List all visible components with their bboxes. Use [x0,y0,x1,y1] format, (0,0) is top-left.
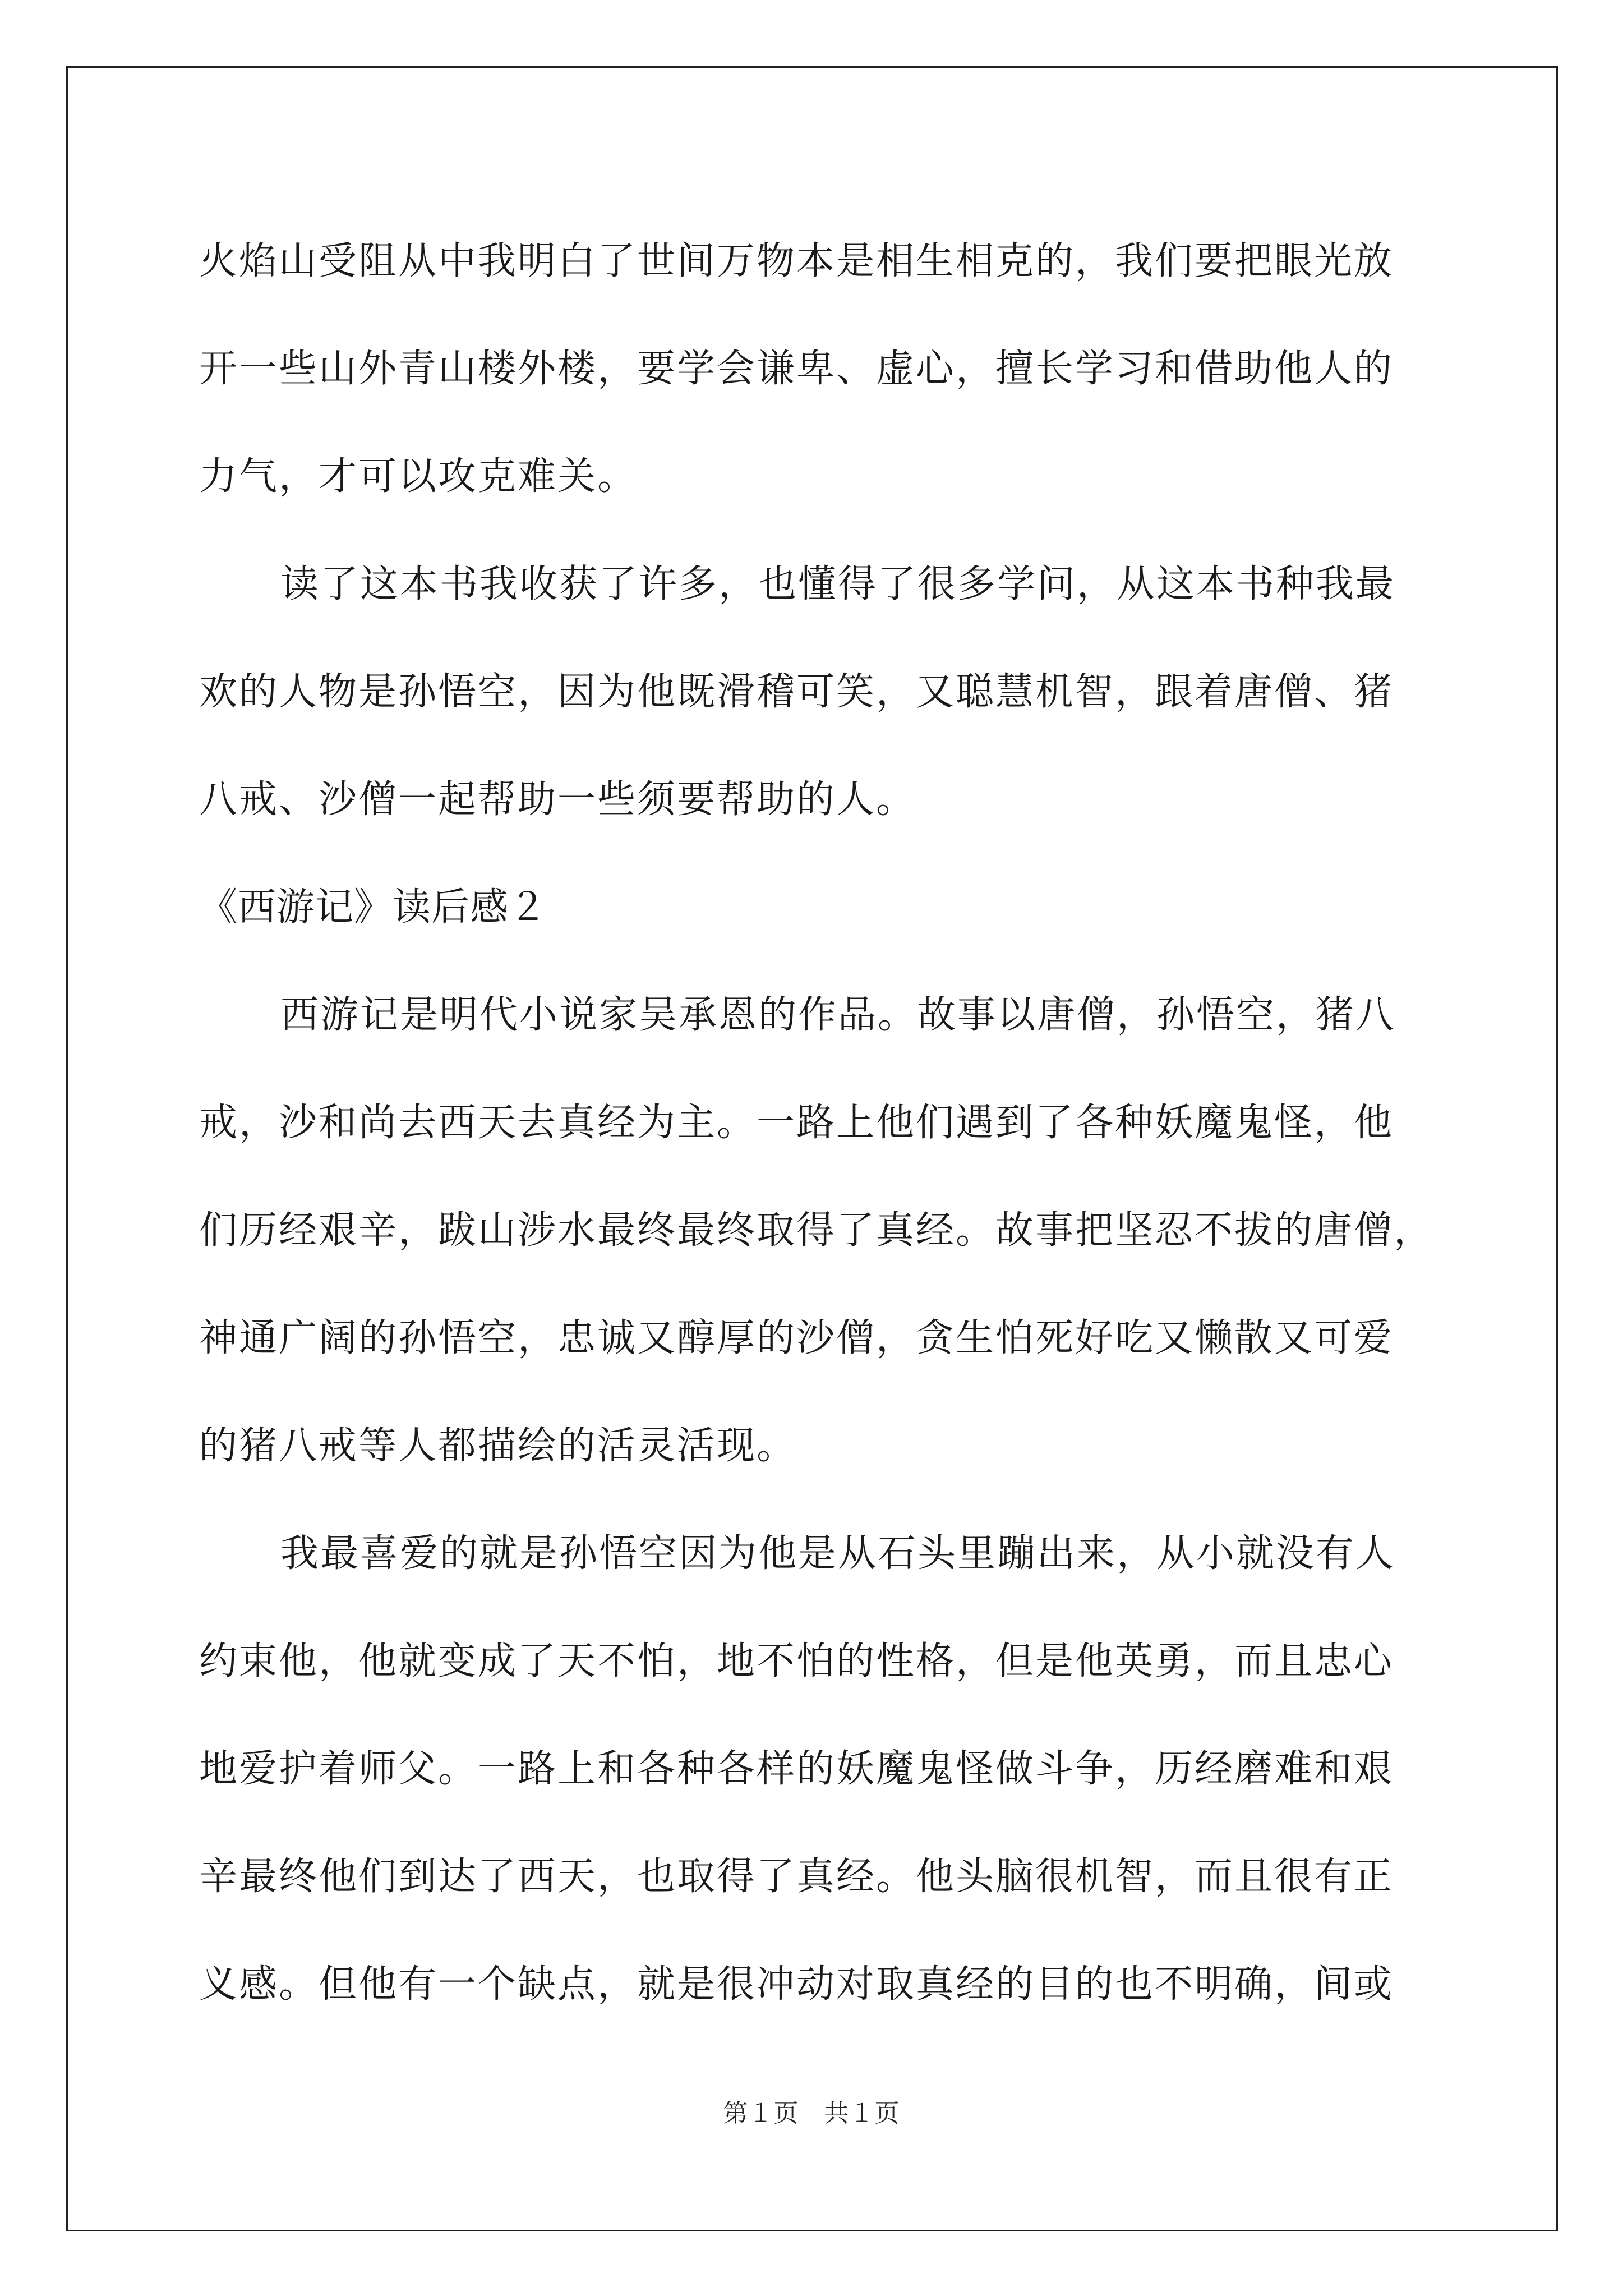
text-line: 火焰山受阻从中我明白了世间万物本是相生相克的，我们要把眼光放 [199,239,1394,283]
paragraph-start-line: 我最喜爱的就是孙悟空因为他是从石头里蹦出来，从小就没有人 [280,1531,1396,1576]
text-line: 们历经艰辛，跋山涉水最终最终取得了真经。故事把坚忍不拔的唐僧， [199,1208,1434,1253]
text-line: 神通广阔的孙悟空，忠诚又醇厚的沙僧，贪生怕死好吃又懒散又可爱 [199,1316,1394,1360]
text-line: 开一些山外青山楼外楼，要学会谦卑、虚心，擅长学习和借助他人的 [199,347,1394,391]
section-heading: 《西游记》读后感２ [199,885,548,930]
text-line: 约束他，他就变成了天不怕，地不怕的性格，但是他英勇，而且忠心 [199,1639,1394,1683]
page-number-label: 第１页 共１页 [723,2099,900,2128]
text-line: 义感。但他有一个缺点，就是很冲动对取真经的目的也不明确，间或 [199,1962,1394,2007]
text-line: 地爱护着师父。一路上和各种各样的妖魔鬼怪做斗争，历经磨难和艰 [199,1747,1394,1791]
paragraph-start-line: 读了这本书我收获了许多，也懂得了很多学问，从这本书种我最 [280,562,1396,606]
text-line: 力气，才可以攻克难关。 [199,454,638,499]
paragraph-start-line: 西游记是明代小说家吴承恩的作品。故事以唐僧，孙悟空，猪八 [280,993,1396,1037]
text-line: 八戒、沙僧一起帮助一些须要帮助的人。 [199,777,916,822]
text-line: 戒，沙和尚去西天去真经为主。一路上他们遇到了各种妖魔鬼怪，他 [199,1101,1394,1145]
text-line: 辛最终他们到达了西天，也取得了真经。他头脑很机智，而且很有正 [199,1855,1394,1899]
document-body [199,208,1434,2039]
text-line: 的猪八戒等人都描绘的活灵活现。 [199,1424,797,1468]
page-footer [0,2097,1623,2131]
text-line: 欢的人物是孙悟空，因为他既滑稽可笑，又聪慧机智，跟着唐僧、猪 [199,670,1394,714]
